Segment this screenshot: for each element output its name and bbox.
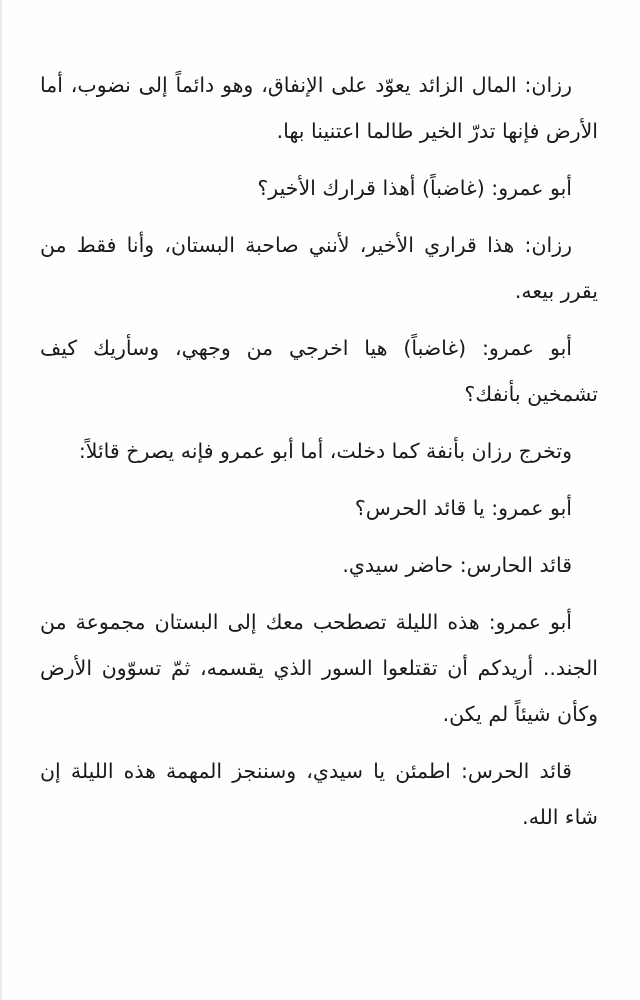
paragraph-1: رزان: المال الزائد يعوّد على الإنفاق، وهو دائماً إلى نضوب، أما الأرض فإنها تدرّ الخير طالما اعتنينا بها.	[40, 73, 598, 143]
paragraph-9: قائد الحرس: اطمئن يا سيدي، وسننجز المهمة هذه الليلة إن شاء الله.	[40, 759, 598, 829]
page-edge-shadow	[0, 0, 3, 1000]
page-text-block	[40, 62, 598, 851]
paragraph-7: قائد الحارس: حاضر سيدي.	[342, 553, 572, 577]
paragraph-5: وتخرج رزان بأنفة كما دخلت، أما أبو عمرو فإنه يصرخ قائلاً:	[78, 439, 572, 463]
paragraph-8: أبو عمرو: هذه الليلة تصطحب معك إلى البستان مجموعة من الجند.. أريدكم أن تقتلعوا السور الذي يقسمه، ثمّ تسوّون الأرض وكأن شيئاً لم يكن.	[40, 610, 598, 726]
paragraph-4: أبو عمرو: (غاضباً) هيا اخرجي من وجهي، وسأريك كيف تشمخين بأنفك؟	[40, 336, 598, 406]
paragraph-3: رزان: هذا قراري الأخير، لأنني صاحبة البستان، وأنا فقط من يقرر بيعه.	[40, 233, 598, 303]
paragraph-2: أبو عمرو: (غاضباً) أهذا قرارك الأخير؟	[257, 176, 572, 200]
paragraph-6: أبو عمرو: يا قائد الحرس؟	[354, 496, 572, 520]
